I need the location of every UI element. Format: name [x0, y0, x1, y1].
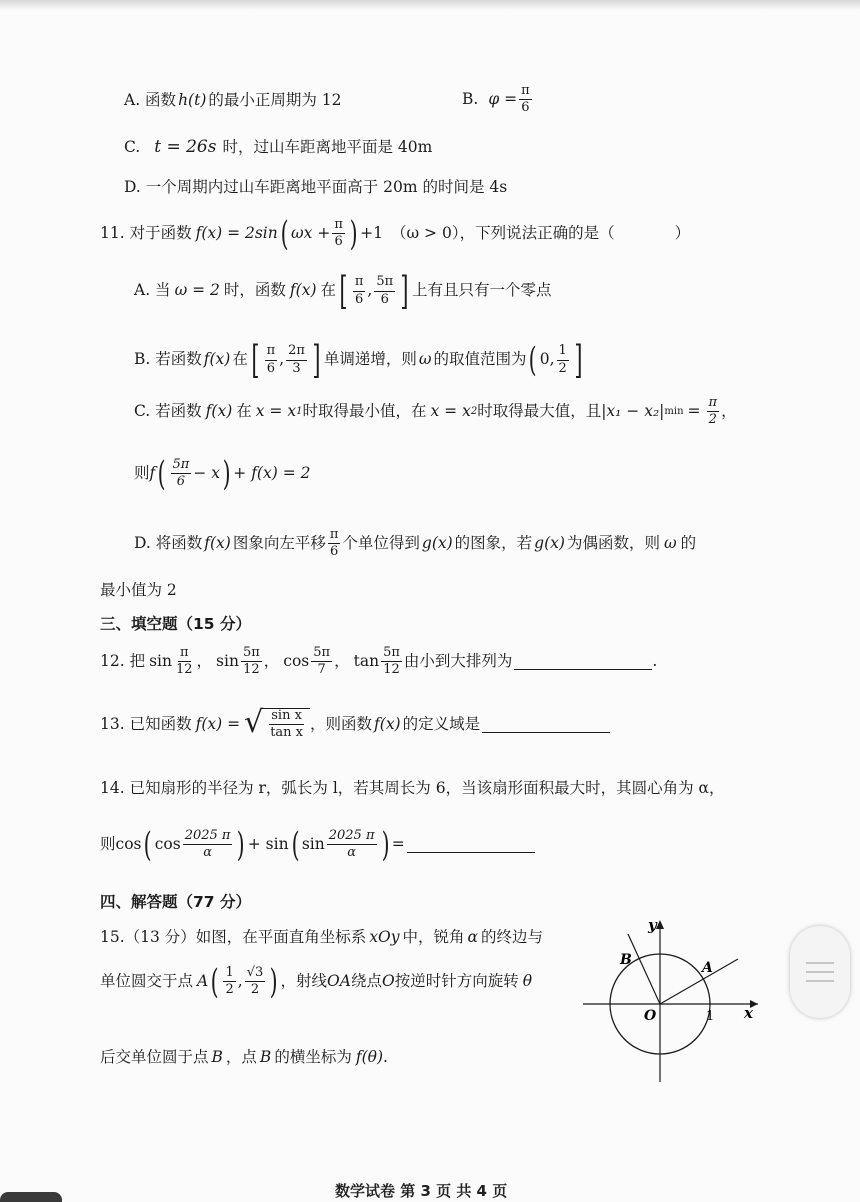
- question-15-line-1: 15.（13 分）如图，在平面直角坐标系 xOy 中，锐角 α 的终边与: [100, 928, 544, 946]
- square-root: √ $\frac{\text{sin x}}{\text{tan x}}$: [244, 708, 310, 741]
- question-15-line-2: 单位圆交于点 A ( $\frac{1}{2}$ , $\frac{√3}{2}$ ) ，射线 OA 绕点 O 按逆时针方向旋转 θ: [100, 961, 533, 1002]
- q10-option-d: D. 一个周期内过山车距离地平面高于 20m 的时间是 4s: [124, 178, 508, 196]
- fraction: $\frac{2025 \pi}{\alpha}$: [328, 828, 375, 861]
- page-footer: 数学试卷 第 3 页 共 4 页: [335, 1182, 508, 1200]
- y-axis-arrow: [656, 920, 664, 929]
- top-shadow: [0, 0, 860, 10]
- fraction: $\frac{\text{sin x}}{\text{tan x}}$: [270, 708, 304, 741]
- fraction: $\frac{2025 \pi}{\alpha}$: [184, 828, 231, 861]
- unit-circle-figure: [578, 912, 768, 1087]
- question-13: 13. 已知函数 f(x) = √ $\frac{\text{sin x}}{\text{tan x}}$ ，则函数 f(x) 的定义域是: [100, 708, 610, 741]
- q11-option-b: B. 若函数 f(x) 在 [ $\frac{\pi}{6}$ , $\frac{2\pi}{3}$ ] 单调递增，则 ω 的取值范围为 ( 0, $\frac{1}{2}$ ]: [134, 338, 583, 382]
- fraction: $\frac{5\pi}{12}$: [383, 645, 400, 678]
- fraction: $\frac{\pi}{2}$: [708, 395, 718, 428]
- handle-grip-line: [806, 971, 834, 973]
- q10-option-b: B. φ = $\frac{\pi}{6}$: [462, 83, 530, 116]
- label-y: y: [648, 916, 657, 934]
- question-14-line-2: 则 cos ( cos $\frac{2025 \pi}{\alpha}$ ) + sin ( sin $\frac{2025 \pi}{\alpha}$ ) =: [100, 829, 535, 861]
- fraction: $\frac{\pi}{6}$: [334, 217, 343, 250]
- fraction: $\frac{\pi}{12}$: [175, 645, 193, 678]
- question-14-line-1: 14. 已知扇形的半径为 r，弧长为 l，若其周长为 6，当该扇形面积最大时，其圆心角为 α，: [100, 779, 725, 797]
- answer-blank[interactable]: [407, 836, 535, 853]
- q11-option-a: A. 当 ω = 2 时，函数 f(x) 在 [ $\frac{\pi}{6}$ , $\frac{5\pi}{6}$ ] 上有且只有一个零点: [134, 269, 552, 313]
- q11-option-c: C. 若函数 f(x) 在 x = x 1 时取得最小值，在 x = x 2 时取得最大值，且 |x₁ − x₂| min = $\frac{\pi}{2}$ ，: [134, 395, 737, 428]
- answer-blank[interactable]: [482, 716, 610, 733]
- label-x: x: [744, 1004, 753, 1022]
- ray-OB: [628, 934, 660, 1004]
- fraction: $\frac{\pi}{6}$: [521, 83, 530, 116]
- fraction: $\frac{5\pi}{7}$: [313, 645, 331, 678]
- fraction: $\frac{5\pi}{12}$: [242, 645, 260, 678]
- label-B: B: [620, 952, 632, 968]
- q10-option-a: A. 函数 h(t) 的最小正周期为 12: [124, 91, 342, 109]
- corner-tab[interactable]: [0, 1192, 62, 1202]
- label-one: 1: [706, 1009, 715, 1024]
- section-3-title: 三、填空题（15 分）: [100, 615, 251, 633]
- q11-option-d: D. 将函数 f(x) 图象向左平移 $\frac{\pi}{6}$ 个单位得到 g(x) 的图象，若 g(x) 为偶函数，则 ω 的: [134, 527, 697, 560]
- q11-option-c-continued: 则 f ( $\frac{5\pi}{6}$ − x ) + f(x) = 2: [134, 453, 311, 494]
- section-4-title: 四、解答题（77 分）: [100, 893, 251, 911]
- fraction: $\frac{\pi}{6}$: [266, 343, 276, 376]
- handle-grip-line: [806, 962, 834, 964]
- question-12: 12. 把 sin $\frac{\pi}{12}$ ， sin $\frac{5\pi}{12}$ ， cos $\frac{5\pi}{7}$ ， tan $\frac{5\pi}{12}$ 由小到大排列为 .: [100, 645, 658, 678]
- fraction: $\frac{1}{2}$: [225, 965, 234, 998]
- q10-option-c: C. t = 26s 时，过山车距离地平面是 40m: [124, 137, 433, 157]
- fraction: $\frac{5\pi}{6}$: [376, 274, 394, 307]
- q11-option-d-continued: 最小值为 2: [100, 581, 177, 599]
- handle-grip-line: [806, 980, 834, 982]
- q11-stem: 11. 对于函数 f(x) = 2sin ( ωx + $\frac{\pi}{6}$ ) +1 （ω > 0），下列说法正确的是（ ）: [100, 213, 691, 254]
- fraction: $\frac{5\pi}{6}$: [172, 457, 190, 490]
- fraction: $\frac{√3}{2}$: [246, 965, 264, 998]
- fraction: $\frac{2\pi}{3}$: [288, 343, 305, 376]
- scroll-handle[interactable]: [790, 926, 850, 1018]
- ray-OA: [660, 959, 738, 1004]
- answer-blank[interactable]: [514, 653, 652, 670]
- question-15-line-3: 后交单位圆于点 B ，点 B 的横坐标为 f(θ) .: [100, 1048, 388, 1066]
- fraction: $\frac{1}{2}$: [558, 343, 567, 376]
- fraction: $\frac{\pi}{6}$: [354, 274, 364, 307]
- label-O: O: [644, 1008, 657, 1024]
- fraction: $\frac{\pi}{6}$: [329, 527, 339, 560]
- label-A: A: [702, 960, 713, 976]
